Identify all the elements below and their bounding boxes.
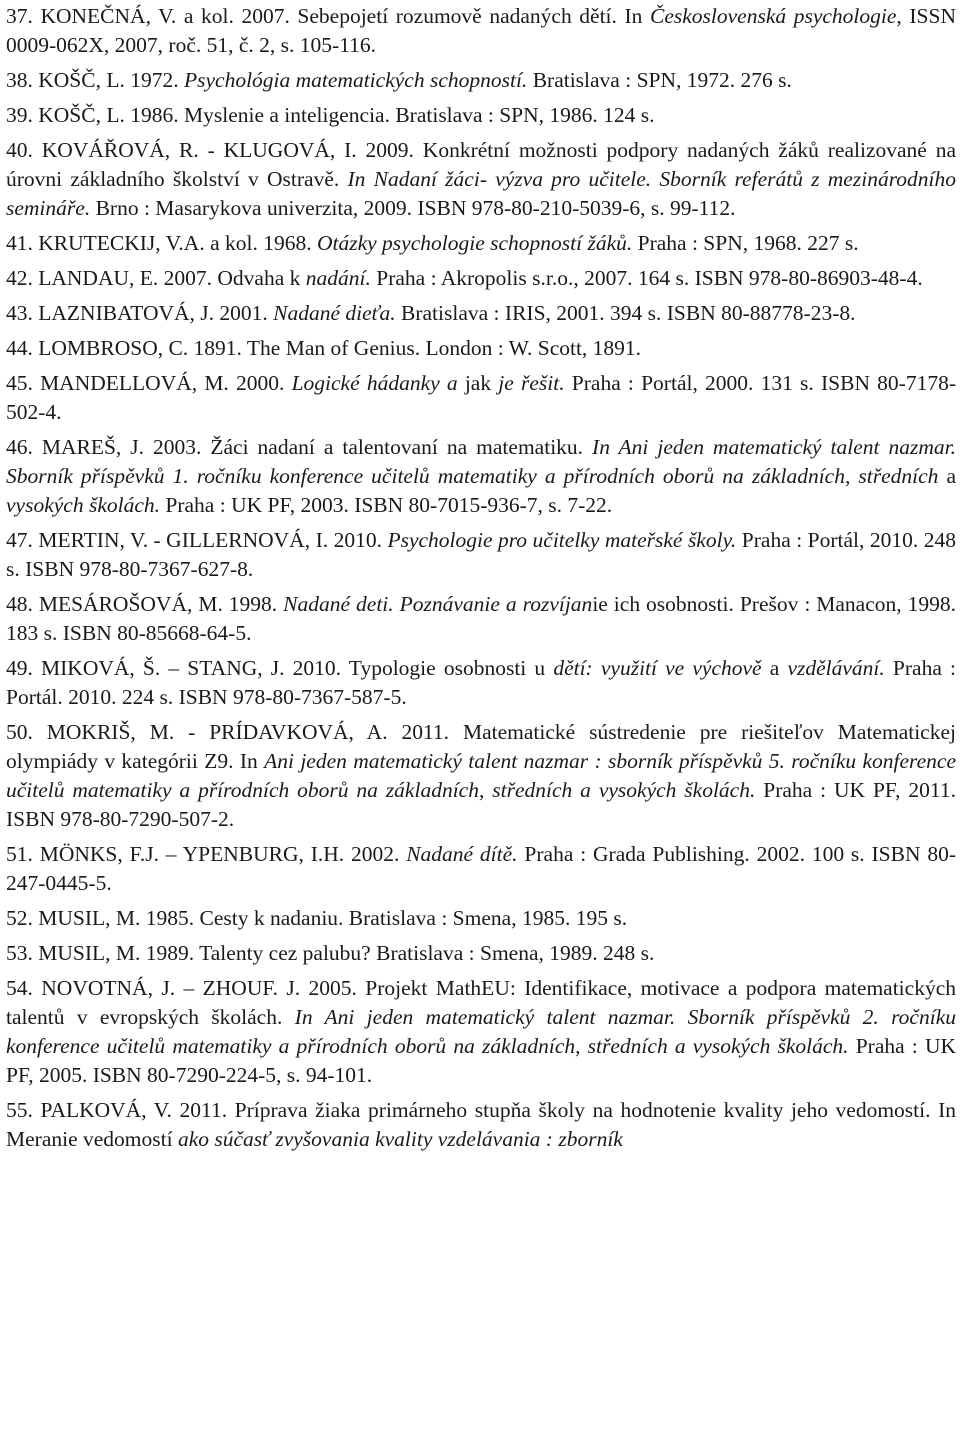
- reference-text: Bratislava : SPN, 1972. 276 s.: [527, 68, 792, 92]
- reference-entry-53: [6, 939, 956, 968]
- reference-entry-52: [6, 904, 956, 933]
- reference-entry-55: [6, 1096, 956, 1154]
- reference-entry-40: [6, 136, 956, 223]
- reference-entry-38: [6, 66, 956, 95]
- reference-text: 43. LAZNIBATOVÁ, J. 2001.: [6, 301, 274, 325]
- reference-text: 44. LOMBROSO, C. 1891. The Man of Genius. London : W. Scott, 1891.: [6, 336, 642, 360]
- reference-italic-text: Logické hádanky a: [291, 371, 458, 395]
- reference-text: 53. MUSIL, M. 1989. Talenty cez palubu? Bratislava : Smena, 1989. 248 s.: [6, 941, 655, 965]
- reference-text: 41. KRUTECKIJ, V.A. a kol. 1968.: [6, 231, 317, 255]
- reference-text: Praha : Portál, 2010. 248 s. ISBN 978-80-7367-627-8.: [6, 528, 956, 581]
- reference-entry-39: [6, 101, 956, 130]
- reference-italic-text: In Ani jeden matematický talent nazmar. Sborník příspěvků 1. ročníku konference učitelů matematiky a přírodních oborů na základních, středních: [6, 435, 957, 488]
- reference-entry-50: [6, 718, 956, 834]
- reference-text: 42. LANDAU, E. 2007. Odvaha k: [6, 266, 306, 290]
- reference-entry-44: [6, 334, 956, 363]
- reference-entry-42: [6, 264, 956, 293]
- reference-text: Praha : UK PF, 2011. ISBN 978-80-7290-507-2.: [6, 778, 956, 831]
- reference-text: 45. MANDELLOVÁ, M. 2000.: [6, 371, 292, 395]
- reference-text: 55. PALKOVÁ, V. 2011. Príprava žiaka primárneho stupňa školy na hodnotenie kvality jeho vedomostí. In Meranie vedomostí: [6, 1098, 956, 1151]
- reference-text: Praha : Portál. 2010. 224 s. ISBN 978-80-7367-587-5.: [6, 656, 956, 709]
- reference-italic-text: Nadané deti. Poznávanie a rozvíjan: [283, 592, 593, 616]
- reference-italic-text: Otázky psychologie schopností žáků.: [316, 231, 633, 255]
- reference-text: a: [761, 656, 788, 680]
- reference-text: Praha : Akropolis s.r.o., 2007. 164 s. ISBN 978-80-86903-48-4.: [370, 266, 923, 290]
- reference-italic-text: Nadané dieťa.: [273, 301, 396, 325]
- reference-entry-45: [6, 369, 956, 427]
- reference-entry-54: [6, 974, 956, 1090]
- reference-text: a: [938, 464, 957, 488]
- reference-text: 51. MÖNKS, F.J. – YPENBURG, I.H. 2002.: [6, 842, 407, 866]
- reference-entry-46: [6, 433, 956, 520]
- reference-italic-text: ako súčasť zvyšovania kvality vzdelávania : zborník: [177, 1127, 623, 1151]
- reference-text: Praha : Portál, 2000. 131 s. ISBN 80-7178-502-4.: [6, 371, 956, 424]
- reference-text: Praha : UK PF, 2005. ISBN 80-7290-224-5, s. 94-101.: [6, 1034, 956, 1087]
- reference-text: 52. MUSIL, M. 1985. Cesty k nadaniu. Bratislava : Smena, 1985. 195 s.: [6, 906, 628, 930]
- reference-entry-37: [6, 2, 956, 60]
- reference-text: 50. MOKRIŠ, M. - PRÍDAVKOVÁ, A. 2011. Matematické sústredenie pre riešiteľov Matematickej olympiády v kategórii Z9. In: [6, 720, 956, 773]
- reference-text: 46. MAREŠ, J. 2003. Žáci nadaní a talentovaní na matematiku.: [6, 435, 593, 459]
- reference-text: jak: [457, 371, 499, 395]
- reference-entry-49: [6, 654, 956, 712]
- reference-text: 37. KONEČNÁ, V. a kol. 2007. Sebepojetí rozumově nadaných dětí. In: [6, 4, 650, 28]
- reference-text: Praha : Grada Publishing. 2002. 100 s. ISBN 80-247-0445-5.: [6, 842, 957, 895]
- reference-text: 49. MIKOVÁ, Š. – STANG, J. 2010. Typologie osobnosti u: [6, 656, 554, 680]
- reference-entry-51: [6, 840, 956, 898]
- reference-text: Praha : SPN, 1968. 227 s.: [632, 231, 859, 255]
- reference-italic-text: dětí: využití ve výchově: [553, 656, 762, 680]
- reference-italic-text: In Ani jeden matematický talent nazmar. Sborník příspěvků 2. ročníku konference učitelů matematiky a přírodních oborů na základních, středních a vysokých školách.: [6, 1005, 956, 1058]
- reference-italic-text: je řešit.: [498, 371, 565, 395]
- reference-text: 54. NOVOTNÁ, J. – ZHOUF. J. 2005. Projekt MathEU: Identifikace, motivace a podpora matematických talentů v evropských školách.: [6, 976, 956, 1029]
- reference-text: Brno : Masarykova univerzita, 2009. ISBN 978-80-210-5039-6, s. 99-112.: [90, 196, 736, 220]
- bibliography-page: [6, 2, 956, 1160]
- reference-italic-text: vysokých školách.: [6, 493, 161, 517]
- reference-text: , ISSN 0009-062X, 2007, roč. 51, č. 2, s. 105-116.: [6, 4, 956, 57]
- reference-text: 38. KOŠČ, L. 1972.: [6, 68, 184, 92]
- reference-text: 47. MERTIN, V. - GILLERNOVÁ, I. 2010.: [6, 528, 388, 552]
- reference-text: Bratislava : IRIS, 2001. 394 s. ISBN 80-88778-23-8.: [395, 301, 856, 325]
- reference-italic-text: Psychológia matematických schopností.: [183, 68, 528, 92]
- reference-text: 40. KOVÁŘOVÁ, R. - KLUGOVÁ, I. 2009. Konkrétní možnosti podpory nadaných žáků realizované na úrovni základního školství v Ostravě.: [6, 138, 956, 191]
- reference-italic-text: vzdělávání.: [787, 656, 885, 680]
- reference-italic-text: Psychologie pro učitelky mateřské školy.: [387, 528, 737, 552]
- reference-italic-text: Československá psychologie: [650, 4, 897, 28]
- reference-text: 39. KOŠČ, L. 1986. Myslenie a inteligencia. Bratislava : SPN, 1986. 124 s.: [6, 103, 655, 127]
- reference-text: 48. MESÁROŠOVÁ, M. 1998.: [6, 592, 284, 616]
- reference-italic-text: Ani jeden matematický talent nazmar : sborník příspěvků 5. ročníku konference učitelů matematiky a přírodních oborů na základních, středních a vysokých školách.: [6, 749, 957, 802]
- reference-entry-48: [6, 590, 956, 648]
- reference-entry-43: [6, 299, 956, 328]
- reference-text: ie ich osobnosti. Prešov : Manacon, 1998. 183 s. ISBN 80-85668-64-5.: [6, 592, 956, 645]
- reference-entry-47: [6, 526, 956, 584]
- reference-italic-text: In Nadaní žáci- výzva pro učitele. Sborník referátů z mezinárodního semináře.: [6, 167, 956, 220]
- reference-text: Praha : UK PF, 2003. ISBN 80-7015-936-7, s. 7-22.: [160, 493, 613, 517]
- reference-italic-text: nadání.: [305, 266, 371, 290]
- reference-italic-text: Nadané dítě.: [406, 842, 518, 866]
- reference-entry-41: [6, 229, 956, 258]
